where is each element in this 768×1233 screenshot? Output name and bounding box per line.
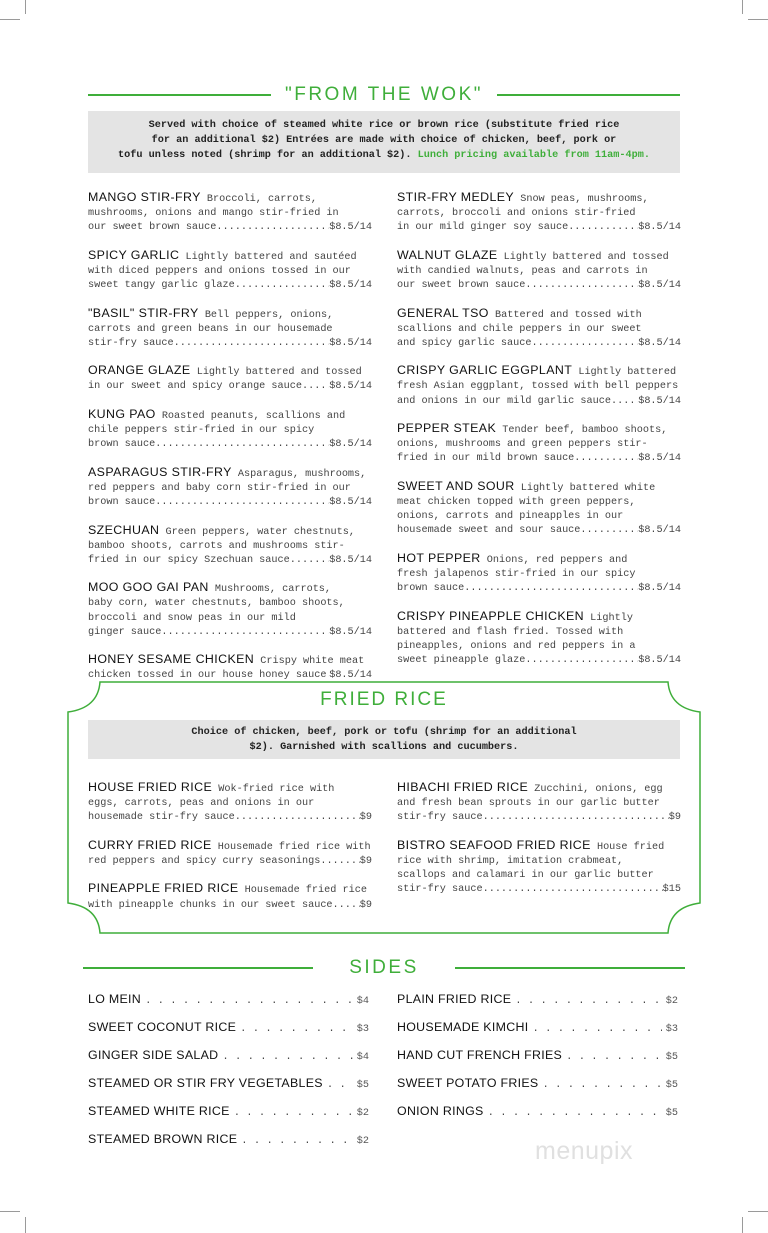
menu-item-description: our sweet brown sauce — [397, 279, 526, 291]
menu-item — [88, 838, 372, 869]
menu-item-name: KUNG PAO — [88, 407, 156, 422]
menu-item-price-line — [397, 654, 681, 668]
wok-left-column — [88, 190, 372, 696]
leader-dots — [464, 582, 638, 596]
side-item-price: $2 — [356, 1136, 369, 1147]
leader-dots — [488, 1107, 662, 1119]
side-item — [88, 1048, 369, 1063]
menu-item-description: rice with shrimp, imitation crabmeat, — [397, 855, 624, 867]
menu-item-price: $15 — [662, 884, 681, 896]
menu-item-description: onions, mushrooms and green peppers stir- — [397, 439, 648, 451]
side-item-price: $5 — [356, 1080, 369, 1091]
lunch-pricing-note: Lunch pricing available from 11am-4pm. — [417, 150, 650, 161]
menu-item-price-line — [397, 883, 681, 897]
menu-item — [88, 363, 372, 394]
crop-mark — [742, 0, 743, 14]
side-item-price: $5 — [665, 1108, 678, 1119]
menu-item-description: Tender beef, bamboo shoots, — [502, 425, 668, 437]
menu-item-price: $8.5/14 — [638, 453, 681, 465]
leader-dots — [290, 554, 329, 568]
fried-rice-section-title: FRIED RICE — [320, 689, 448, 710]
menu-item — [88, 881, 372, 912]
leader-dots — [240, 1023, 353, 1035]
leader-dots — [532, 337, 639, 351]
menu-item-price: $8.5/14 — [638, 279, 681, 291]
side-item-price: $4 — [356, 1052, 369, 1063]
menu-item — [397, 551, 681, 596]
side-item — [88, 1020, 369, 1035]
leader-dots — [145, 995, 353, 1007]
fried-rice-intro-line: Choice of chicken, beef, pork or tofu (shrimp for an additional — [191, 727, 577, 738]
menu-item-description: chicken tossed in our house honey sauce — [88, 670, 327, 682]
fried-rice-left-column — [88, 780, 372, 925]
menu-item-name: CRISPY PINEAPPLE CHICKEN — [397, 608, 585, 623]
leader-dots — [532, 1023, 661, 1035]
menu-item — [88, 190, 372, 235]
fried-rice-right-column — [397, 780, 681, 910]
menu-item — [88, 407, 372, 452]
menu-item-price-line — [397, 395, 681, 409]
leader-dots — [234, 1107, 353, 1119]
menu-item-description: scallops and calamari in our garlic butter — [397, 869, 654, 881]
menu-item-description: in our mild ginger soy sauce — [397, 222, 569, 234]
menu-item-description: mushrooms, onions and mango stir-fried in — [88, 208, 339, 220]
divider — [455, 967, 685, 969]
menu-item-name: PEPPER STEAK — [397, 421, 497, 436]
side-item — [397, 1076, 678, 1091]
wok-section-header — [88, 84, 680, 106]
menu-item-name: HIBACHI FRIED RICE — [397, 780, 529, 794]
side-item-price: $4 — [356, 996, 369, 1007]
menu-item-heading — [88, 838, 372, 855]
leader-dots — [515, 995, 661, 1007]
menu-item-description: Broccoli, carrots, — [206, 194, 317, 205]
menu-item — [88, 652, 372, 683]
fried-rice-intro-panel — [88, 720, 680, 759]
menu-item-price-line — [88, 221, 372, 235]
menu-item-price: $8.5/14 — [638, 337, 681, 349]
menu-item-heading — [397, 479, 681, 496]
menu-item-price-line — [397, 221, 681, 235]
menu-item-description: and onions in our mild garlic sauce — [397, 395, 611, 407]
menu-item-description: carrots, broccoli and onions stir-fried — [397, 208, 636, 220]
menu-item — [397, 838, 681, 897]
menu-item — [397, 421, 681, 466]
menu-item-description: Roasted peanuts, scallions and — [161, 411, 346, 423]
menu-item-heading — [88, 780, 372, 797]
menu-item — [397, 780, 681, 825]
menu-item — [397, 306, 681, 351]
menu-item-price: $9 — [359, 855, 372, 867]
menu-item-name: SWEET AND SOUR — [397, 478, 515, 493]
menu-item — [397, 479, 681, 538]
menu-item — [397, 190, 681, 235]
leader-dots — [235, 279, 329, 293]
menu-item-price: $8.5/14 — [638, 582, 681, 594]
menu-item-description: and fresh bean sprouts in our garlic butter — [397, 798, 660, 810]
menu-item-description: Housemade fried rice with — [217, 841, 371, 853]
side-item-name: LO MEIN — [88, 992, 142, 1006]
menu-item-name: HONEY SESAME CHICKEN — [88, 652, 255, 667]
menu-item-name: BISTRO SEAFOOD FRIED RICE — [397, 837, 591, 852]
menu-item-name: SPICY GARLIC — [88, 247, 180, 262]
menu-item-price: $8.5/14 — [638, 395, 681, 407]
menu-item-name: GENERAL TSO — [397, 305, 489, 320]
menu-item-description: Crispy white meat — [260, 656, 365, 668]
watermark-logo: menupix — [535, 1137, 633, 1165]
menu-item-description: fresh jalapenos stir-fried in our spicy — [397, 568, 636, 580]
menu-item-description: broccoli and snow peas in our mild — [88, 612, 296, 624]
menu-item-description: scallions and chile peppers in our sweet — [397, 323, 642, 335]
menu-item-description: Battered and tossed with — [494, 309, 642, 321]
menu-item-description: and spicy garlic sauce — [397, 337, 532, 349]
menu-item — [397, 248, 681, 293]
side-item-name: STEAMED WHITE RICE — [88, 1104, 230, 1118]
menu-item — [397, 363, 681, 408]
leader-dots — [566, 1051, 662, 1063]
menu-item-heading — [88, 248, 372, 265]
leader-dots — [525, 279, 638, 293]
wok-intro-line: for an additional $2) Entrées are made with choice of chicken, beef, pork or — [151, 135, 617, 146]
sides-section-header — [88, 957, 680, 979]
menu-item-description: stir-fry sauce — [88, 337, 174, 349]
menu-item-price-line — [88, 279, 372, 293]
crop-mark — [25, 1217, 26, 1233]
leader-dots — [611, 395, 638, 409]
leader-dots — [568, 221, 638, 235]
menu-item-description: housemade sweet and sour sauce — [397, 525, 581, 537]
menu-item-price: $8.5/14 — [638, 525, 681, 537]
menu-item-price: $9 — [668, 812, 681, 824]
menu-item-description: with diced peppers and onions tossed in our — [88, 265, 351, 277]
menu-item-description: bamboo shoots, carrots and mushrooms stir- — [88, 540, 345, 552]
menu-item-name: WALNUT GLAZE — [397, 247, 498, 262]
menu-item-price-line — [397, 337, 681, 351]
menu-item-price-line — [397, 279, 681, 293]
side-item-price: $5 — [665, 1052, 678, 1063]
menu-item-description: Green peppers, water chestnuts, — [165, 526, 356, 538]
side-item-name: ONION RINGS — [397, 1104, 484, 1118]
menu-item-name: HOUSE FRIED RICE — [88, 780, 213, 794]
leader-dots — [320, 855, 359, 869]
menu-item-price-line — [88, 438, 372, 452]
side-item-name: STEAMED OR STIR FRY VEGETABLES — [88, 1076, 323, 1090]
menu-item-description: Lightly battered and tossed — [503, 251, 669, 263]
wok-section-title: "FROM THE WOK" — [284, 84, 484, 105]
divider — [88, 94, 271, 96]
menu-item-price: $8.5/14 — [329, 626, 372, 638]
menu-item-heading — [88, 465, 372, 482]
menu-item-description: our sweet brown sauce — [88, 222, 217, 234]
leader-dots — [483, 811, 669, 825]
menu-item — [88, 580, 372, 639]
menu-item-price: $8.5/14 — [638, 222, 681, 234]
menu-item-description: in our sweet and spicy orange sauce — [88, 381, 302, 393]
side-item-price: $2 — [356, 1108, 369, 1119]
side-item — [88, 992, 369, 1007]
menu-item-description: baby corn, water chestnuts, bamboo shoots, — [88, 598, 345, 610]
menu-item-description: carrots and green beans in our housemade — [88, 323, 333, 335]
menu-item-price-line — [88, 554, 372, 568]
menu-item — [88, 465, 372, 510]
menu-item-description: pineapples, onions and red peppers in a — [397, 640, 636, 652]
menu-item-name: ORANGE GLAZE — [88, 363, 191, 378]
menu-item — [88, 780, 372, 825]
menu-item-description: fried in our spicy Szechuan sauce — [88, 554, 290, 566]
wok-right-column — [397, 190, 681, 680]
menu-item-description: eggs, carrots, peas and onions in our — [88, 798, 315, 810]
crop-mark — [742, 1217, 743, 1233]
fried-rice-section-header — [88, 689, 680, 711]
leader-dots — [235, 811, 360, 825]
leader-dots — [155, 438, 329, 452]
menu-item-description: red peppers and spicy curry seasonings — [88, 855, 321, 867]
menu-item-description: Lightly battered and sautéed — [185, 251, 357, 263]
leader-dots — [580, 524, 638, 538]
leader-dots — [542, 1079, 661, 1091]
menu-item-price: $9 — [359, 899, 372, 911]
menu-item-description: sweet pineapple glaze — [397, 654, 526, 666]
menu-item-heading — [397, 421, 681, 438]
menu-item-description: onions, carrots and pineapples in our — [397, 511, 624, 523]
menu-item-heading — [397, 248, 681, 265]
divider — [83, 967, 313, 969]
menu-item-name: STIR-FRY MEDLEY — [397, 190, 515, 204]
wok-intro-line: tofu unless noted (shrimp for an additional $2). Lunch pricing available from 11am-4pm. — [118, 150, 650, 161]
menu-item-description: housemade stir-fry sauce — [88, 812, 235, 824]
menu-item — [88, 523, 372, 568]
menu-item-description: Wok-fried rice with — [218, 784, 335, 795]
side-item — [397, 1048, 678, 1063]
menu-item-description: stir-fry sauce — [397, 884, 483, 896]
side-item-name: SWEET COCONUT RICE — [88, 1020, 237, 1034]
menu-item-name: SZECHUAN — [88, 522, 160, 537]
side-item-price: $5 — [665, 1080, 678, 1091]
menu-item-price: $8.5/14 — [329, 381, 372, 393]
menu-item-description: Lightly battered — [578, 367, 677, 379]
leader-dots — [241, 1135, 352, 1147]
menu-item — [88, 306, 372, 351]
menu-item-price-line — [88, 811, 372, 825]
menu-item-description: fried in our mild brown sauce — [397, 453, 575, 465]
menu-item-heading — [397, 363, 681, 380]
menu-item-price-line — [397, 811, 681, 825]
menu-item-heading — [397, 609, 681, 626]
leader-dots — [574, 452, 638, 466]
menu-item-description: brown sauce — [88, 497, 156, 508]
menu-item-price: $8.5/14 — [329, 279, 372, 291]
wok-intro-panel — [88, 111, 680, 173]
menu-item-price: $8.5/14 — [329, 337, 372, 349]
leader-dots — [333, 899, 360, 913]
leader-dots — [155, 496, 329, 510]
menu-item-description: chile peppers stir-fried in our spicy — [88, 425, 315, 437]
menu-item-name: MANGO STIR-FRY — [88, 190, 201, 204]
menu-item-price-line — [88, 380, 372, 394]
leader-dots — [525, 654, 638, 668]
menu-item-price-line — [88, 855, 372, 869]
menu-item-name: MOO GOO GAI PAN — [88, 580, 209, 595]
menu-item-name: CURRY FRIED RICE — [88, 837, 212, 852]
menu-item-heading — [88, 407, 372, 424]
leader-dots — [483, 883, 663, 897]
leader-dots — [216, 221, 329, 235]
menu-item-description: sweet tangy garlic glaze — [88, 279, 235, 291]
side-item-name: GINGER SIDE SALAD — [88, 1048, 219, 1062]
side-item-name: HAND CUT FRENCH FRIES — [397, 1048, 563, 1062]
menu-item-price: $8.5/14 — [638, 654, 681, 666]
side-item-name: STEAMED BROWN RICE — [88, 1132, 238, 1146]
menu-item-price: $9 — [359, 812, 372, 824]
menu-item-description: Lightly battered and tossed — [196, 367, 362, 379]
menu-item-description: Onions, red peppers and — [486, 554, 628, 566]
menu-item-price: $8.5/14 — [329, 554, 372, 566]
side-item — [397, 1020, 678, 1035]
menu-item-description: Housemade fried rice — [244, 885, 367, 897]
menu-item-price: $8.5/14 — [329, 497, 372, 508]
menu-item-heading — [88, 190, 372, 207]
crop-mark — [25, 0, 26, 14]
side-item-price: $3 — [356, 1024, 369, 1035]
menu-item — [397, 609, 681, 668]
side-item — [88, 1076, 369, 1091]
menu-item-description: with candied walnuts, peas and carrots in — [397, 265, 648, 277]
menu-item-description: meat chicken topped with green peppers, — [397, 497, 636, 508]
menu-item-heading — [397, 551, 681, 568]
menu-item-price: $8.5/14 — [329, 439, 372, 451]
menu-item-price: $8.5/14 — [329, 670, 372, 682]
menu-item-price-line — [397, 452, 681, 466]
menu-item-heading — [88, 523, 372, 540]
side-item-price: $2 — [665, 996, 678, 1007]
menu-item-heading — [88, 881, 372, 898]
crop-mark — [748, 19, 768, 20]
menu-item-heading — [88, 363, 372, 380]
leader-dots — [327, 1079, 353, 1091]
side-item-price: $3 — [665, 1024, 678, 1035]
divider — [497, 94, 680, 96]
side-item-name: PLAIN FRIED RICE — [397, 992, 512, 1006]
menu-item-description: Snow peas, mushrooms, — [520, 194, 649, 205]
menu-item-name: CRISPY GARLIC EGGPLANT — [397, 363, 573, 378]
menu-item-price-line — [88, 496, 372, 510]
side-item — [397, 1104, 678, 1119]
side-item — [88, 1104, 369, 1119]
leader-dots — [174, 337, 330, 351]
menu-item-price-line — [88, 337, 372, 351]
menu-item-description: red peppers and baby corn stir-fried in our — [88, 482, 351, 494]
crop-mark — [0, 19, 20, 20]
menu-item-description: fresh Asian eggplant, tossed with bell peppers — [397, 381, 679, 393]
menu-item-heading — [88, 652, 372, 669]
menu-item-description: ginger sauce — [88, 626, 162, 638]
menu-item — [88, 248, 372, 293]
menu-item-price: $8.5/14 — [329, 222, 372, 234]
menu-item-heading — [397, 306, 681, 323]
menu-item-description: Bell peppers, onions, — [204, 309, 334, 321]
menu-item-heading — [88, 580, 372, 597]
wok-intro-line: Served with choice of steamed white rice or brown rice (substitute fried rice — [148, 120, 620, 131]
fried-rice-intro-line: $2). Garnished with scallions and cucumbers. — [249, 742, 519, 753]
crop-mark — [0, 1211, 20, 1212]
menu-item-price-line — [88, 626, 372, 640]
menu-item-heading — [397, 190, 681, 207]
menu-item-name: "BASIL" STIR-FRY — [88, 305, 199, 320]
leader-dots — [222, 1051, 352, 1063]
menu-item-name: PINEAPPLE FRIED RICE — [88, 881, 239, 896]
menu-item-heading — [397, 780, 681, 797]
menu-item-heading — [397, 838, 681, 855]
menu-item-description: Zucchini, onions, egg — [534, 784, 663, 795]
menu-item-description: Lightly — [590, 612, 633, 624]
leader-dots — [161, 626, 329, 640]
menu-item-heading — [88, 306, 372, 323]
crop-mark — [748, 1211, 768, 1212]
menu-item-description: House fried — [596, 841, 665, 853]
menu-item-description: Lightly battered white — [520, 482, 656, 494]
side-item-name: SWEET POTATO FRIES — [397, 1076, 539, 1090]
menu-item-description: Mushrooms, carrots, — [214, 584, 332, 596]
sides-section-title: SIDES — [349, 957, 419, 978]
menu-item-price-line — [397, 524, 681, 538]
side-item — [88, 1132, 369, 1147]
menu-item-description: brown sauce — [397, 582, 465, 594]
menu-item-description: with pineapple chunks in our sweet sauce — [88, 899, 333, 911]
menu-item-description: Asparagus, mushrooms, — [237, 468, 367, 480]
menu-item-description: brown sauce — [88, 439, 156, 451]
menu-item-description: stir-fry sauce — [397, 812, 483, 824]
menu-item-price-line — [88, 899, 372, 913]
leader-dots — [302, 380, 329, 394]
menu-item-name: HOT PEPPER — [397, 550, 481, 565]
menu-item-name: ASPARAGUS STIR-FRY — [88, 464, 232, 479]
side-item-name: HOUSEMADE KIMCHI — [397, 1020, 529, 1034]
side-item — [397, 992, 678, 1007]
menu-item-description: battered and flash fried. Tossed with — [397, 626, 624, 638]
menu-item-price-line — [397, 582, 681, 596]
